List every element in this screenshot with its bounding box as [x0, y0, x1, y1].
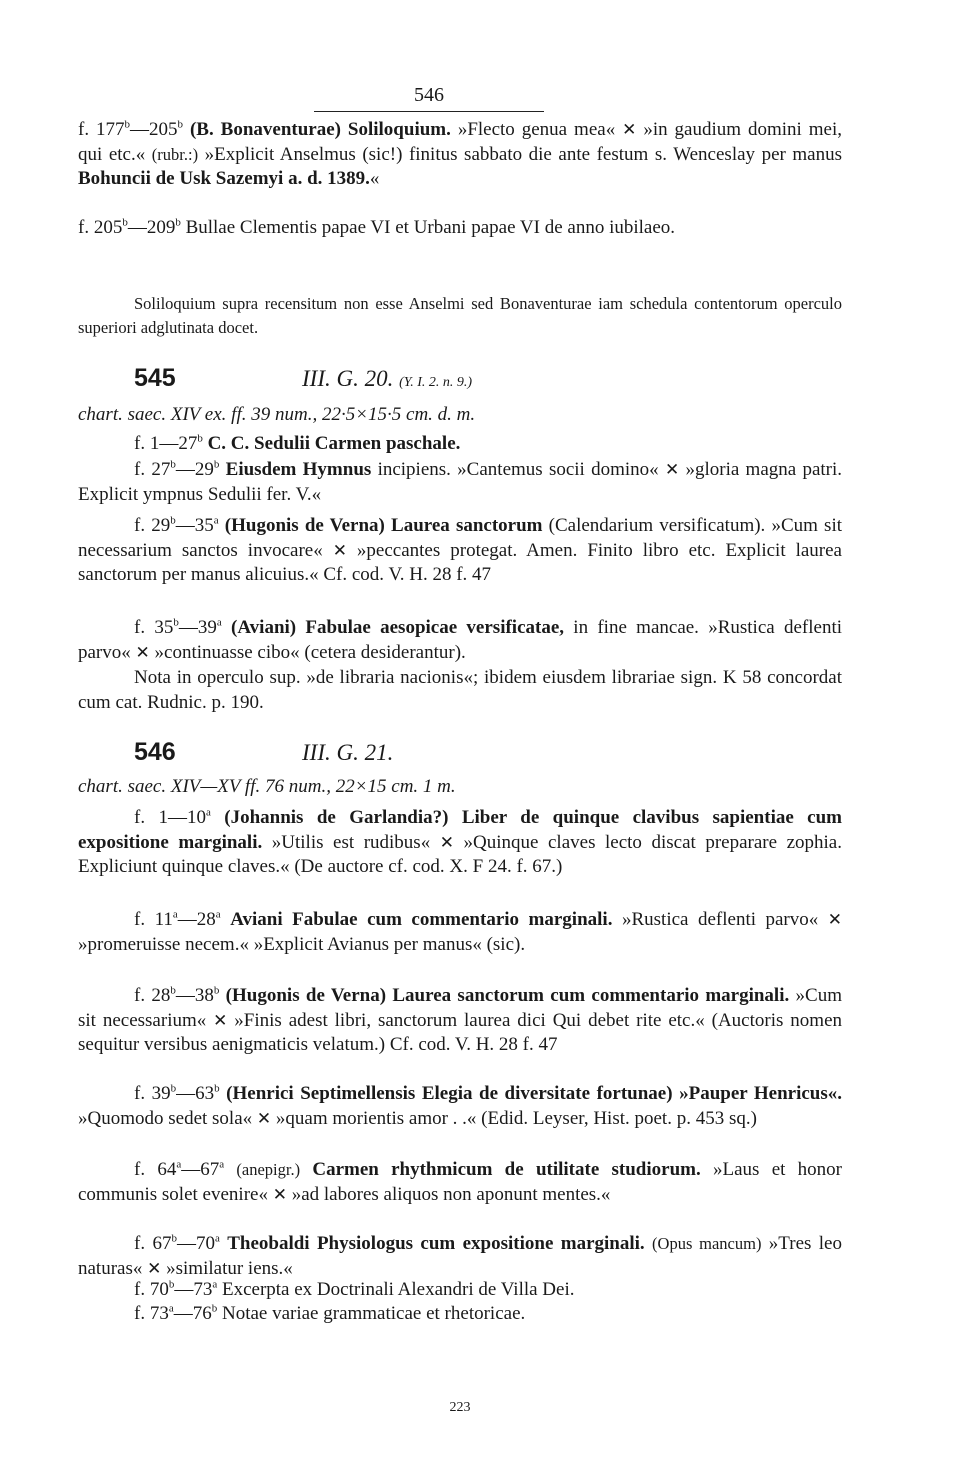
entry-item: f. 29$^b$—35$^a$ (Hugonis de Verna) Laurea sanctorum (Calendarium versificatum). »Cum sit necessarium sanctos invocare« ✕ »peccantes protegat. Amen. Finito libro etc. Explicit laurea sanctorum per manus alicuius.« Cf. cod. V. H. 28 f. 47 — [78, 514, 843, 585]
entry-item: f. 73$^a$—76$^b$ Notae variae grammaticae et rhetoricae. — [134, 1302, 526, 1324]
codex-description: chart. saec. XIV ex. ff. 39 num., 22·5×15·5 cm. d. m. — [78, 404, 476, 425]
signature-text: III. G. 20. — [302, 366, 394, 391]
signature-text: III. G. 21. — [302, 740, 394, 765]
entry-item: f. 27$^b$—29$^b$ Eiusdem Hymnus incipiens. »Cantemus socii domino« ✕ »gloria magna patri. Explicit ympnus Sedulii fer. V.« — [78, 458, 843, 505]
old-signature: (Y. I. 2. n. 9.) — [399, 375, 473, 390]
folio-number: 223 — [449, 1400, 471, 1415]
codex-description: chart. saec. XIV—XV ff. 76 num., 22×15 cm. 1 m. — [78, 776, 456, 797]
page-number: 546 — [314, 84, 544, 112]
entry-item: f. 177$^b$—205$^b$ (B. Bonaventurae) Soliloquium. »Flecto genua mea« ✕ »in gaudium domini mei, qui etc.« (rubr.:) »Explicit Anselmus (sic!) finitus sabbato die ante festum s. Wenceslay per manus Bohuncii de Usk Sazemyi a. d. 1389.« — [78, 118, 842, 189]
entry-item: f. 39$^b$—63$^b$ (Henrici Septimellensis Elegia de diversitate fortunae) »Pauper Henricus«. »Quomodo sedet sola« ✕ »quam morientis amor . .« (Edid. Leyser, Hist. poet. p. 453 sq.) — [78, 1082, 843, 1129]
shelf-signature — [302, 366, 472, 392]
entry-item: f. 70$^b$—73$^a$ Excerpta ex Doctrinali Alexandri de Villa Dei. — [134, 1278, 575, 1300]
entry-note: Soliloquium supra recensitum non esse Anselmi sed Bonaventurae iam schedula contentorum operculo superiori adglutinata docet. — [78, 294, 842, 337]
entry-item: f. 11$^a$—28$^a$ Aviani Fabulae cum commentario marginali. »Rustica deflenti parvo« ✕ »promeruisse necem.« »Explicit Avianus per manus« (sic). — [78, 908, 843, 955]
entry-item: f. 205$^b$—209$^b$ Bullae Clementis papae VI et Urbani papae VI de anno iubilaeo. — [78, 216, 676, 238]
entry-item: f. 35$^b$—39$^a$ (Aviani) Fabulae aesopicae versificatae, in fine mancae. »Rustica deflenti parvo« ✕ »continuasse cibo« (cetera desiderantur). — [78, 616, 843, 663]
entry-item: f. 1—10$^a$ (Johannis de Garlandia?) Liber de quinque clavibus sapientiae cum expositione marginali. »Utilis est rudibus« ✕ »Quinque claves lecto discat preparare zophia. Expliciunt quinque claves.« (De auctore cf. cod. X. F 24. f. 67.) — [78, 806, 842, 877]
entry-item: f. 28$^b$—38$^b$ (Hugonis de Verna) Laurea sanctorum cum commentario marginali. »Cum sit necessarium« ✕ »Finis adest libri, sanctorum laurea dici Qui debet rite etc.« (Auctoris nomen sequitur versibus aenigmaticis velatum.) Cf. cod. V. H. 28 f. 47 — [78, 984, 843, 1055]
entry-item: f. 1—27$^b$ C. C. Sedulii Carmen paschale. — [134, 432, 461, 454]
entry-item: f. 67$^b$—70$^a$ Theobaldi Physiologus cum expositione marginali. (Opus mancum) »Tres leo naturas« ✕ »similatur iens.« — [78, 1232, 842, 1279]
entry-number: 545 — [134, 364, 176, 392]
entry-number: 546 — [134, 738, 176, 766]
entry-item: f. 64$^a$—67$^a$ (anepigr.) Carmen rhythmicum de utilitate studiorum. »Laus et honor communis solet evenire« ✕ »ad labores aliquos non aponunt mentes.« — [78, 1158, 842, 1205]
entry-note: Nota in operculo sup. »de libraria nacionis«; ibidem eiusdem librariae sign. K 58 concordat cum cat. Rudnic. p. 190. — [78, 667, 842, 713]
